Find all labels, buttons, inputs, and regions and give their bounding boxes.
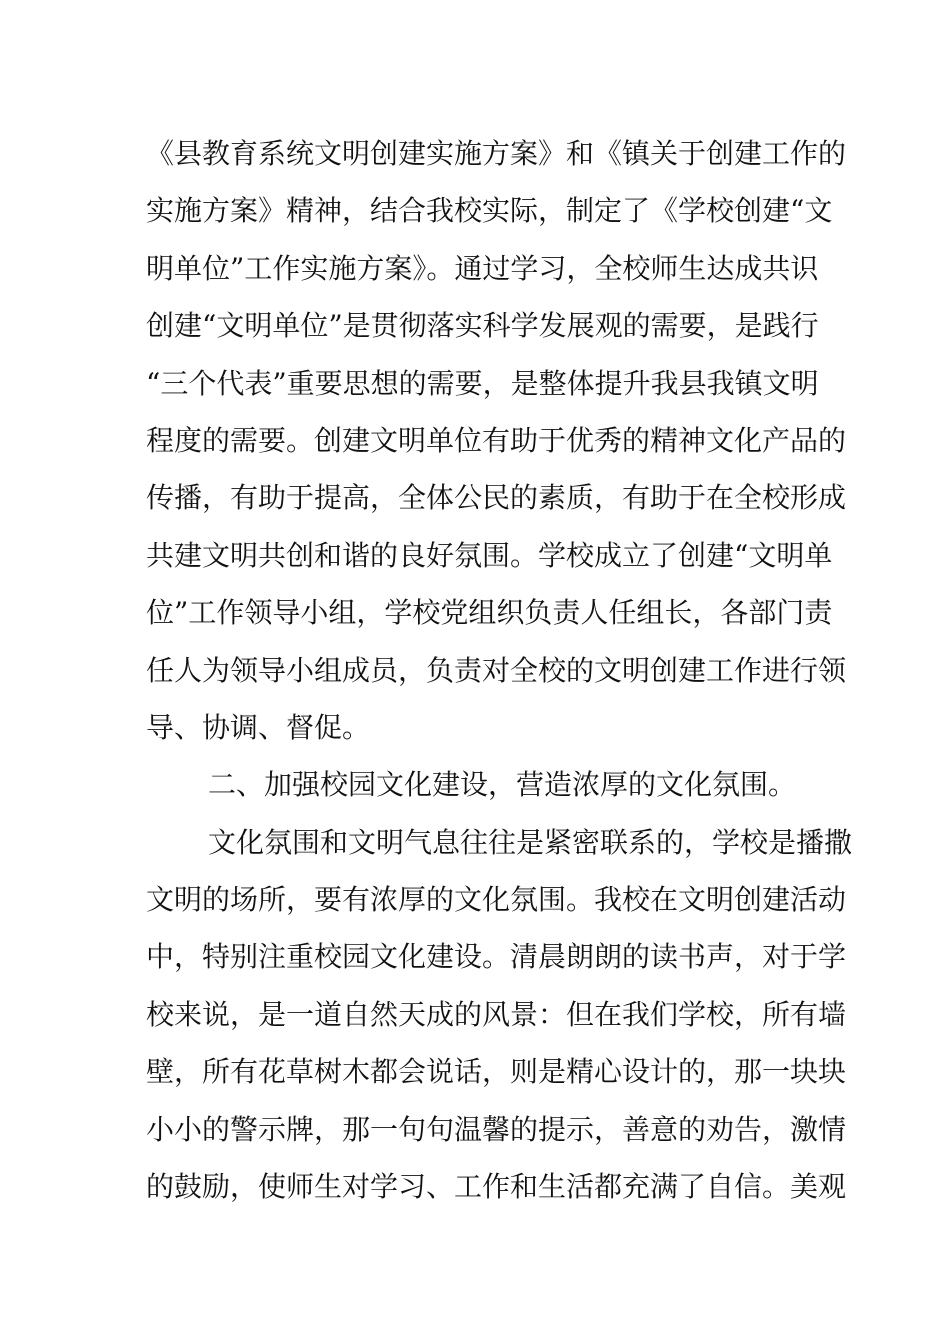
paragraph-line: 中，特别注重校园文化建设。清晨朗朗的读书声，对于学 — [146, 940, 847, 974]
section-heading: 二、加强校园文化建设，营造浓厚的文化氛围。 — [208, 768, 797, 802]
paragraph-line: 明单位”工作实施方案》。通过学习，全校师生达成共识 — [146, 251, 819, 285]
paragraph-line: 创建“文明单位”是贯彻落实科学发展观的需要，是践行 — [146, 309, 819, 343]
paragraph-line: 导、协调、督促。 — [146, 710, 371, 744]
paragraph-line: “三个代表”重要思想的需要，是整体提升我县我镇文明 — [146, 366, 819, 400]
paragraph-line: 《县教育系统文明创建实施方案》和《镇关于创建工作的 — [146, 137, 847, 170]
paragraph-line: 文化氛围和文明气息往往是紧密联系的，学校是播撒 — [208, 825, 853, 859]
paragraph-line: 壁，所有花草树木都会说话，则是精心设计的，那一块块 — [146, 1055, 847, 1089]
paragraph-line: 文明的场所，要有浓厚的文化氛围。我校在文明创建活动 — [146, 883, 847, 917]
document-body — [146, 125, 853, 1215]
paragraph-line: 的鼓励，使师生对学习、工作和生活都充满了自信。美观 — [146, 1170, 847, 1204]
paragraph-line: 小小的警示牌，那一句句温馨的提示，善意的劝告，激情 — [146, 1112, 847, 1146]
paragraph-line: 共建文明共创和谐的良好氛围。学校成立了创建“文明单 — [146, 538, 833, 572]
paragraph-line: 任人为领导小组成员，负责对全校的文明创建工作进行领 — [146, 653, 847, 687]
paragraph-line: 位”工作领导小组，学校党组织负责人任组长，各部门责 — [146, 596, 833, 630]
paragraph-line: 传播，有助于提高，全体公民的素质，有助于在全校形成 — [146, 481, 847, 515]
paragraph-line: 校来说，是一道自然天成的风景：但在我们学校，所有墙 — [146, 997, 847, 1031]
paragraph-line: 程度的需要。创建文明单位有助于优秀的精神文化产品的 — [146, 423, 847, 457]
paragraph-line: 实施方案》精神，结合我校实际，制定了《学校创建“文 — [146, 194, 833, 228]
